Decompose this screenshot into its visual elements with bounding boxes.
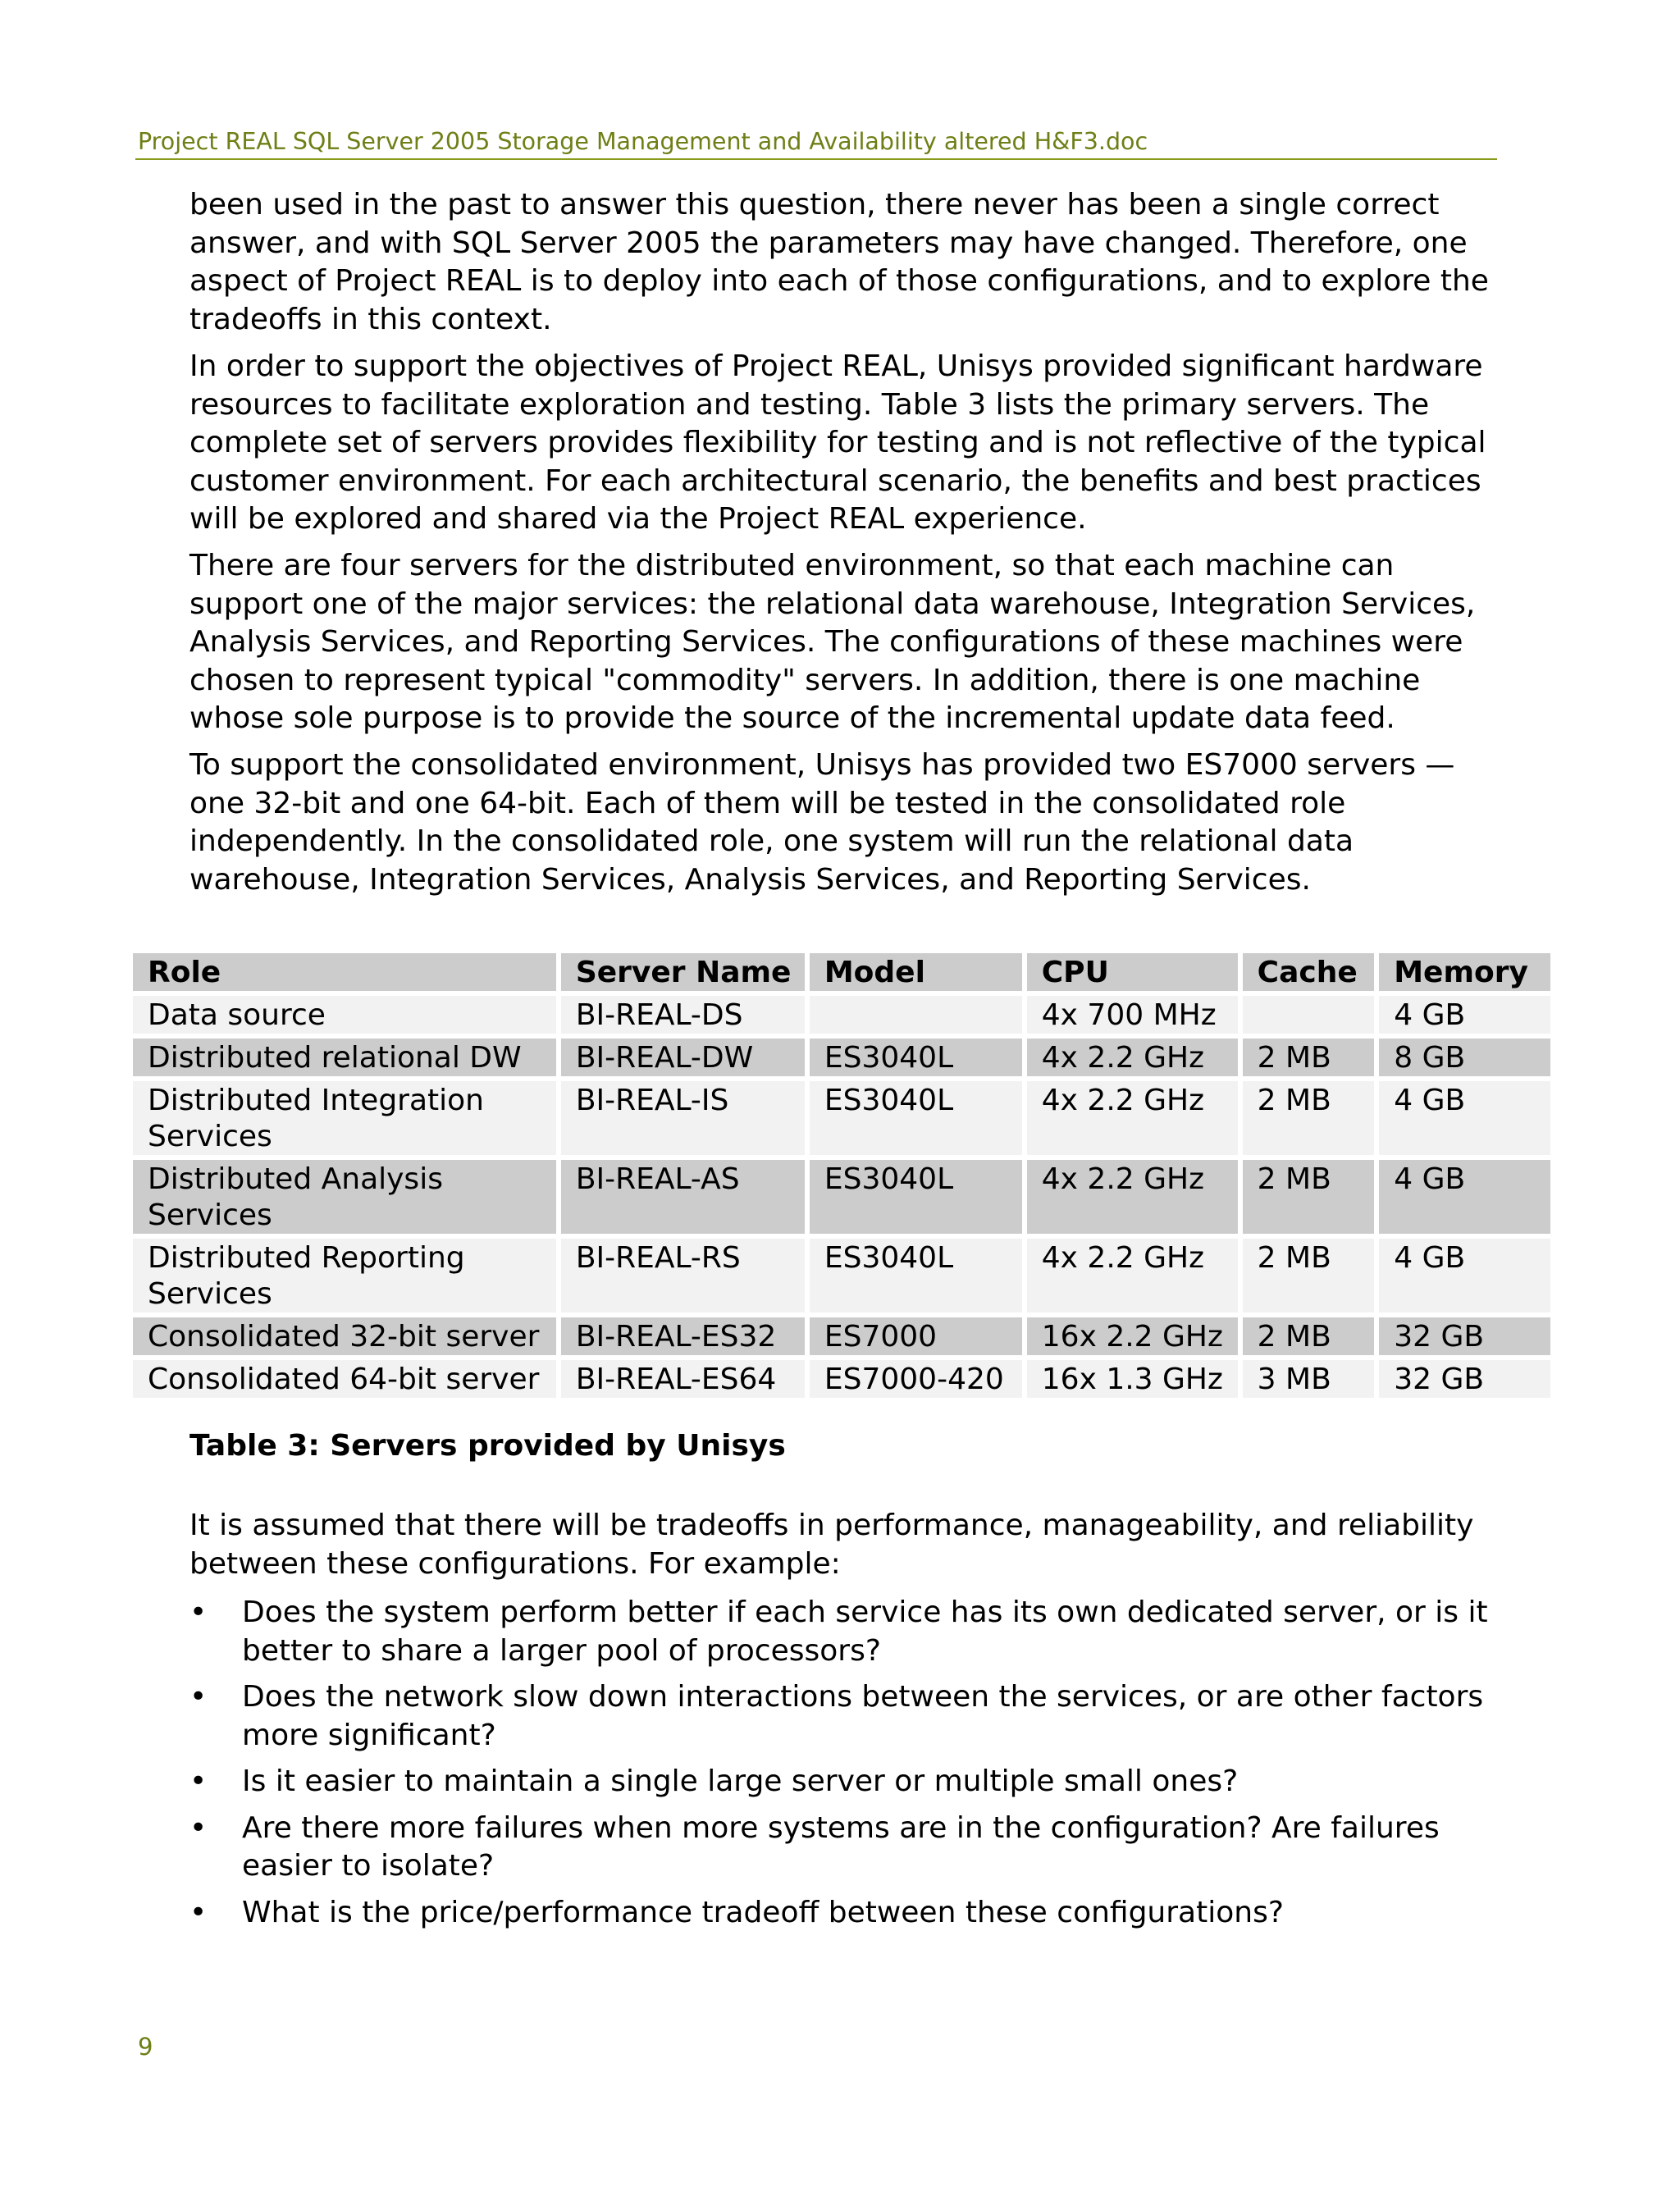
column-header-cpu: CPU bbox=[1027, 953, 1238, 991]
cell-cache: 2 MB bbox=[1243, 1239, 1375, 1312]
bullet-icon: • bbox=[189, 1764, 208, 1798]
cell-cpu: 4x 2.2 GHz bbox=[1027, 1239, 1238, 1312]
cell-cpu: 16x 1.3 GHz bbox=[1027, 1360, 1238, 1398]
table-header-row bbox=[133, 953, 1550, 991]
list-item bbox=[189, 1810, 1502, 1886]
cell-cache bbox=[1243, 996, 1375, 1034]
cell-memory: 4 GB bbox=[1379, 1160, 1550, 1234]
cell-cache: 2 MB bbox=[1243, 1081, 1375, 1155]
column-header-role: Role bbox=[133, 953, 556, 991]
column-header-cache: Cache bbox=[1243, 953, 1375, 991]
list-item bbox=[189, 1678, 1502, 1755]
list-item bbox=[189, 1763, 1502, 1801]
list-item-text: Are there more failures when more systems are in the configuration? Are failures easier to isolate? bbox=[242, 1810, 1440, 1883]
column-header-memory: Memory bbox=[1379, 953, 1550, 991]
cell-memory: 4 GB bbox=[1379, 1081, 1550, 1155]
bullet-icon: • bbox=[189, 1810, 208, 1845]
cell-role: Consolidated 32-bit server bbox=[133, 1317, 556, 1355]
question-list bbox=[189, 1594, 1502, 1940]
cell-model: ES3040L bbox=[810, 1239, 1022, 1312]
table-row bbox=[133, 1317, 1550, 1355]
cell-server-name: BI-REAL-ES64 bbox=[561, 1360, 805, 1398]
cell-memory: 32 GB bbox=[1379, 1360, 1550, 1398]
cell-cpu: 4x 2.2 GHz bbox=[1027, 1039, 1238, 1076]
cell-server-name: BI-REAL-ES32 bbox=[561, 1317, 805, 1355]
paragraph-5: It is assumed that there will be tradeoffs in performance, manageability, and reliability between these configurations. For example: bbox=[189, 1509, 1474, 1581]
header-rule bbox=[135, 158, 1497, 160]
cell-model bbox=[810, 996, 1022, 1034]
cell-cpu: 4x 2.2 GHz bbox=[1027, 1160, 1238, 1234]
bullet-icon: • bbox=[189, 1596, 208, 1629]
table-row bbox=[133, 996, 1550, 1034]
table-row bbox=[133, 1239, 1550, 1312]
cell-role: Distributed Reporting Services bbox=[133, 1239, 556, 1312]
cell-memory: 4 GB bbox=[1379, 1239, 1550, 1312]
cell-role: Distributed Analysis Services bbox=[133, 1160, 556, 1234]
cell-server-name: BI-REAL-IS bbox=[561, 1081, 805, 1155]
column-header-model: Model bbox=[810, 953, 1022, 991]
cell-cpu: 16x 2.2 GHz bbox=[1027, 1317, 1238, 1355]
cell-server-name: BI-REAL-RS bbox=[561, 1239, 805, 1312]
paragraph-2: In order to support the objectives of Project REAL, Unisys provided significant hardware resources to facilitate exploration and testing. Table 3 lists the primary servers. The complete set of servers provides flexibility for testing and is not reflective of the typical customer environment. For each architectural scenario, the benefits and best practices will be explored and shared via the Project REAL experience. bbox=[189, 349, 1486, 536]
cell-server-name: BI-REAL-AS bbox=[561, 1160, 805, 1234]
cell-server-name: BI-REAL-DS bbox=[561, 996, 805, 1034]
cell-role: Distributed relational DW bbox=[133, 1039, 556, 1076]
cell-server-name: BI-REAL-DW bbox=[561, 1039, 805, 1076]
cell-role: Consolidated 64-bit server bbox=[133, 1360, 556, 1398]
list-item-text: Does the system perform better if each service has its own dedicated server, or is it better to share a larger pool of processors? bbox=[242, 1596, 1488, 1668]
list-item bbox=[189, 1594, 1502, 1670]
bullet-icon: • bbox=[189, 1895, 208, 1929]
cell-memory: 8 GB bbox=[1379, 1039, 1550, 1076]
paragraph-1: been used in the past to answer this question, there never has been a single correct answer, and with SQL Server 2005 the parameters may have changed. Therefore, one aspect of Project REAL is to deploy into each of those configurations, and to explore the tradeoffs in this context. bbox=[189, 188, 1489, 336]
cell-cpu: 4x 700 MHz bbox=[1027, 996, 1238, 1034]
cell-cache: 2 MB bbox=[1243, 1317, 1375, 1355]
table-caption: Table 3: Servers provided by Unisys bbox=[189, 1429, 786, 1463]
list-item-text: What is the price/performance tradeoff between these configurations? bbox=[242, 1895, 1284, 1929]
bullet-icon: • bbox=[189, 1680, 208, 1714]
page-number: 9 bbox=[138, 2033, 153, 2061]
table-row bbox=[133, 1039, 1550, 1076]
cell-cpu: 4x 2.2 GHz bbox=[1027, 1081, 1238, 1155]
cell-model: ES3040L bbox=[810, 1081, 1022, 1155]
cell-cache: 2 MB bbox=[1243, 1160, 1375, 1234]
cell-model: ES7000-420 bbox=[810, 1360, 1022, 1398]
cell-model: ES3040L bbox=[810, 1160, 1022, 1234]
cell-role: Data source bbox=[133, 996, 556, 1034]
table-row bbox=[133, 1081, 1550, 1155]
running-header: Project REAL SQL Server 2005 Storage Management and Availability altered H&F3.doc bbox=[138, 128, 1148, 155]
paragraph-3: There are four servers for the distributed environment, so that each machine can support one of the major services: the relational data warehouse, Integration Services, Analysis Services, and Reporting Services. The configurations of these machines were chosen to represent typical "commodity" servers. In addition, there is one machine whose sole purpose is to provide the source of the incremental update data feed. bbox=[189, 549, 1476, 735]
list-item bbox=[189, 1894, 1502, 1933]
list-item-text: Does the network slow down interactions between the services, or are other factors more significant? bbox=[242, 1680, 1484, 1752]
cell-model: ES3040L bbox=[810, 1039, 1022, 1076]
cell-cache: 2 MB bbox=[1243, 1039, 1375, 1076]
cell-cache: 3 MB bbox=[1243, 1360, 1375, 1398]
table-row bbox=[133, 1160, 1550, 1234]
cell-model: ES7000 bbox=[810, 1317, 1022, 1355]
cell-memory: 32 GB bbox=[1379, 1317, 1550, 1355]
paragraph-4: To support the consolidated environment, Unisys has provided two ES7000 servers — one 32-bit and one 64-bit. Each of them will be tested in the consolidated role independently. In the consolidated role, one system will run the relational data warehouse, Integration Services, Analysis Services, and Reporting Services. bbox=[189, 748, 1455, 897]
servers-table bbox=[128, 948, 1555, 1403]
cell-role: Distributed Integration Services bbox=[133, 1081, 556, 1155]
cell-memory: 4 GB bbox=[1379, 996, 1550, 1034]
column-header-server-name: Server Name bbox=[561, 953, 805, 991]
table-row bbox=[133, 1360, 1550, 1398]
list-item-text: Is it easier to maintain a single large server or multiple small ones? bbox=[242, 1764, 1239, 1798]
